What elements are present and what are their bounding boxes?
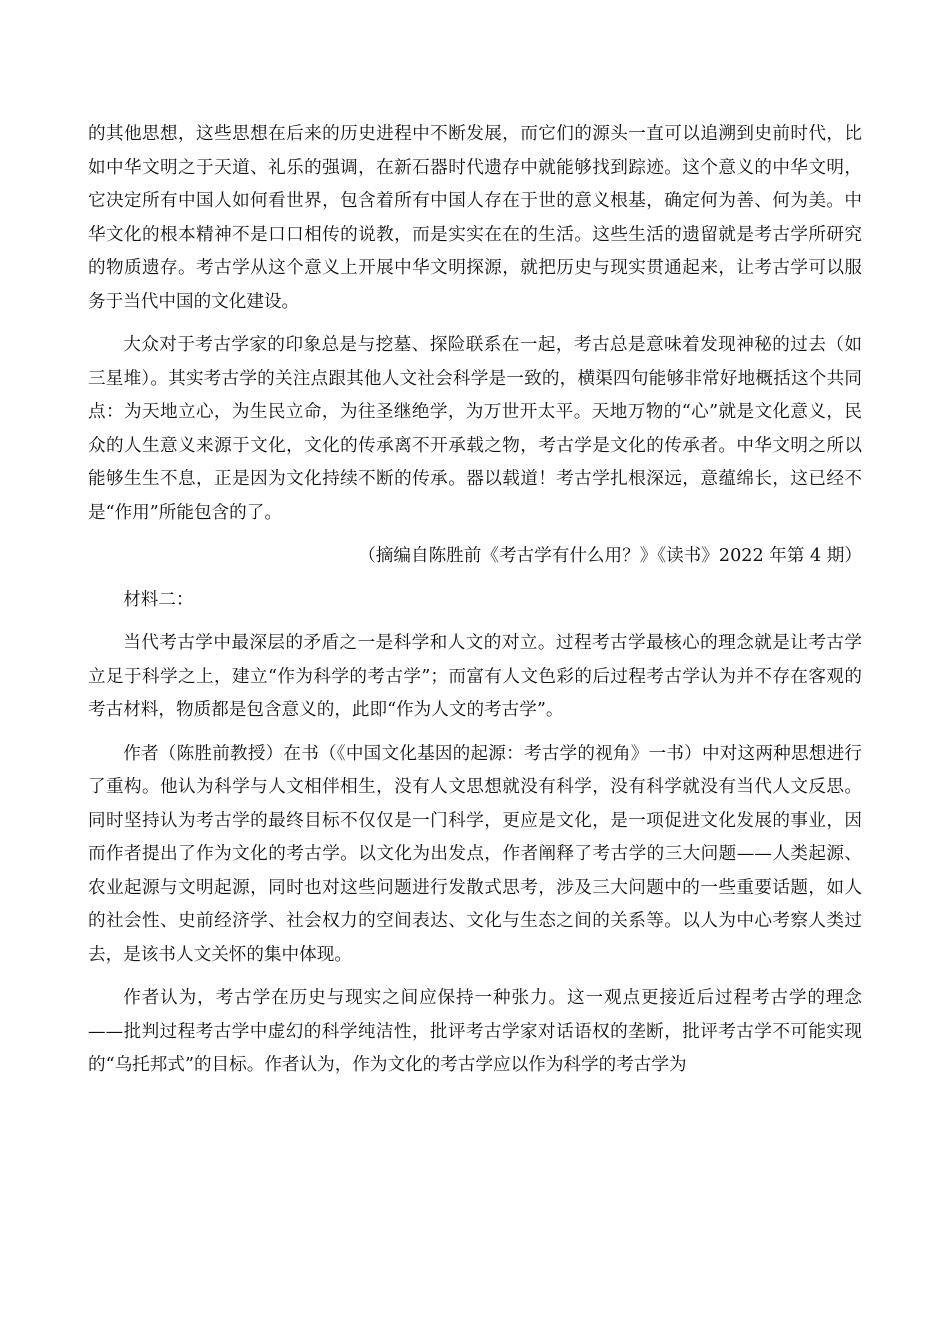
paragraph-material-one-continued: 的其他思想，这些思想在后来的历史进程中不断发展，而它们的源头一直可以追溯到史前时代，比如中华文明之于天道、礼乐的强调，在新石器时代遗存中就能够找到踪迹。这个意义的中华文明，它决定所有中国人如何看世界，包含着所有中国人存在于世的意义根基，确定何为善、何为美。中华文化的根本精神不是口口相传的说教，而是实实在在的生活。这些生活的遗留就是考古学所研究的物质遗存。考古学从这个意义上开展中华文明探源，就把历史与现实贯通起来，让考古学可以服务于当代中国的文化建设。 [88, 124, 862, 312]
source-citation: （摘编自陈胜前《考古学有什么用？》《读书》2022 年第 4 期） [358, 546, 862, 566]
paragraph-author-tension: 作者认为，考古学在历史与现实之间应保持一种张力。这一观点更接近后过程考古学的理念——批判过程考古学中虚幻的科学纯洁性，批评考古学家对话语权的垄断，批评考古学不可能实现的“乌托邦式”的目标。作者认为，作为文化的考古学应以作为科学的考古学为 [88, 988, 862, 1075]
paragraph-science-humanities: 当代考古学中最深层的矛盾之一是科学和人文的对立。过程考古学最核心的理念就是让考古学立足于科学之上，建立“作为科学的考古学”；而富有人文色彩的后过程考古学认为并不存在客观的考古材料，物质都是包含意义的，此即“作为人文的考古学”。 [88, 633, 862, 720]
document-page [88, 118, 862, 1093]
paragraph-author-reconstruction: 作者（陈胜前教授）在书（《中国文化基因的起源：考古学的视角》一书）中对这两种思想进行了重构。他认为科学与人文相伴相生，没有人文思想就没有科学，没有科学就没有当代人文反思。同时坚持认为考古学的最终目标不仅仅是一门科学，更应是文化，是一项促进文化发展的事业，因而作者提出了作为文化的考古学。以文化为出发点，作者阐释了考古学的三大问题——人类起源、农业起源与文明起源，同时也对这些问题进行发散式思考，涉及三大问题中的一些重要话题，如人的社会性、史前经济学、社会权力的空间表达、文化与生态之间的关系等。以人为中心考察人类过去，是该书人文关怀的集中体现。 [88, 743, 862, 965]
paragraph-public-impression: 大众对于考古学家的印象总是与挖墓、探险联系在一起，考古总是意味着发现神秘的过去（如三星堆）。其实考古学的关注点跟其他人文社会科学是一致的，横渠四句能够非常好地概括这个共同点：为天地立心，为生民立命，为往圣继绝学，为万世开太平。天地万物的“心”就是文化意义，民众的人生意义来源于文化，文化的传承离不开承载之物，考古学是文化的传承者。中华文明之所以能够生生不息，正是因为文化持续不断的传承。器以载道！考古学扎根深远，意蕴绵长，这已经不是“作用”所能包含的了。 [88, 335, 862, 523]
section-heading-material-two: 材料二： [123, 589, 194, 610]
